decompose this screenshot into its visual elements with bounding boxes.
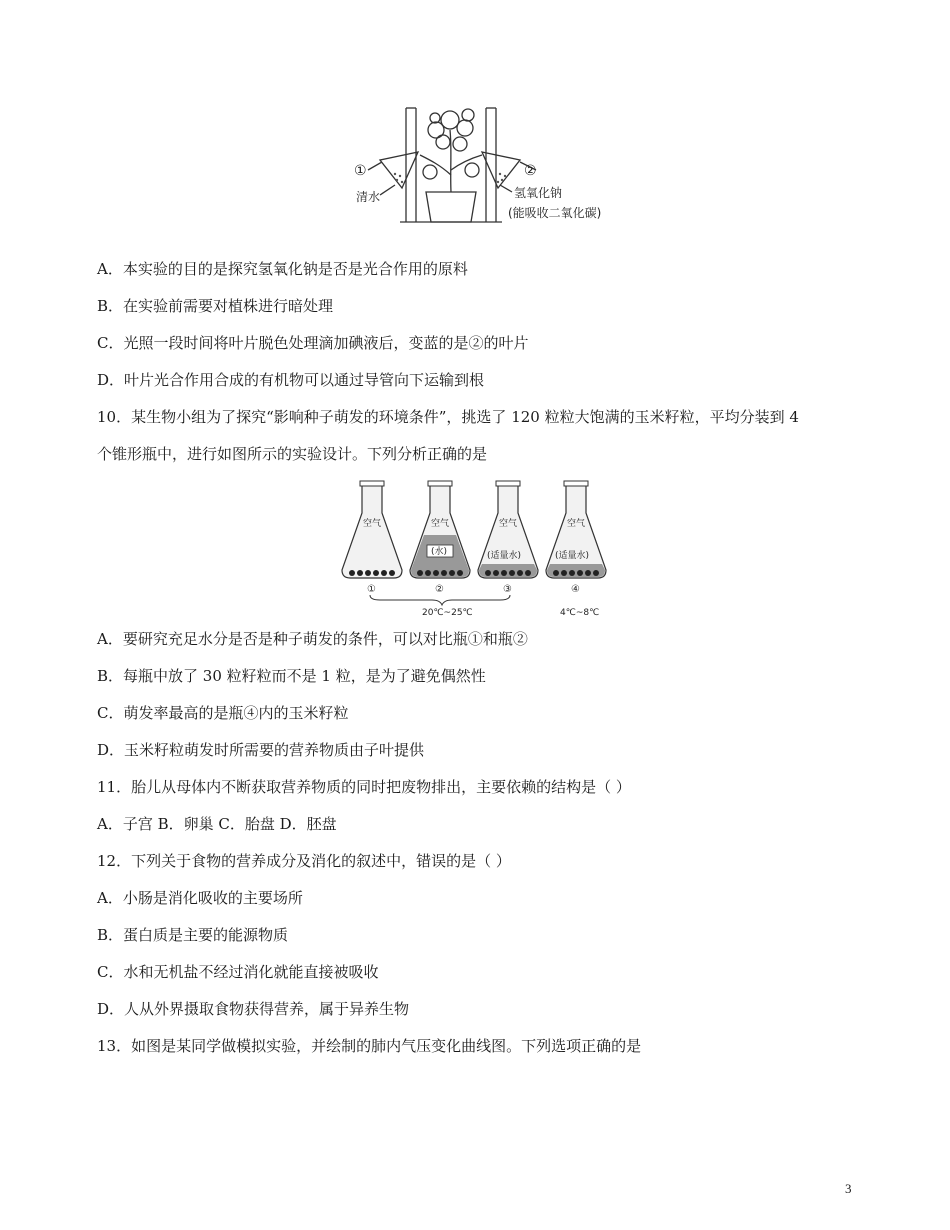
flask-experiment-figure: [340, 478, 620, 618]
label-water: 清水: [356, 190, 381, 204]
label-naoh-note: (能吸收二氧化碳): [508, 206, 602, 220]
q10-stem-line2: 个锥形瓶中，进行如图所示的实验设计。下列分析正确的是: [97, 445, 488, 463]
q10-option-a: A．要研究充足水分是否是种子萌发的条件，可以对比瓶①和瓶②: [97, 630, 528, 648]
flask-4-liquid-label: (适量水): [555, 551, 590, 561]
flask-number-4: ④: [571, 584, 580, 595]
flask-4: [546, 481, 606, 578]
q12-option-b: B．蛋白质是主要的能源物质: [97, 926, 289, 944]
q9-option-d: D．叶片光合作用合成的有机物可以通过导管向下运输到根: [97, 371, 485, 389]
page-number: 3: [845, 1181, 852, 1196]
q9-option-a: A．本实验的目的是探究氢氧化钠是否是光合作用的原料: [97, 260, 468, 278]
plant-experiment-figure: [340, 100, 610, 230]
marker-2: ②: [524, 163, 537, 179]
flask-4-air-label: 空气: [567, 519, 586, 529]
flask-number-2: ②: [435, 584, 444, 595]
flask-1-air-label: 空气: [363, 519, 382, 529]
q12-option-d: D．人从外界摄取食物获得营养，属于异养生物: [97, 1000, 410, 1018]
q10-option-c: C．萌发率最高的是瓶④内的玉米籽粒: [97, 704, 349, 722]
label-naoh: 氢氧化钠: [514, 186, 563, 200]
flask-2-air-label: 空气: [431, 519, 450, 529]
flask-2: [410, 481, 470, 578]
q12-stem: 12．下列关于食物的营养成分及消化的叙述中，错误的是（ ）: [97, 852, 511, 870]
q11-stem: 11．胎儿从母体内不断获取营养物质的同时把废物排出，主要依赖的结构是（ ）: [97, 778, 631, 796]
marker-1: ①: [354, 163, 367, 179]
q10-stem-line1: 10．某生物小组为了探究“影响种子萌发的环境条件”，挑选了 120 粒粒大饱满的玉米籽粒，平均分装到 4: [97, 408, 799, 426]
temp-flask4-label: 4℃~8℃: [560, 608, 600, 618]
q12-option-c: C．水和无机盐不经过消化就能直接被吸收: [97, 963, 379, 981]
q9-option-b: B．在实验前需要对植株进行暗处理: [97, 297, 334, 315]
flask-3-air-label: 空气: [499, 519, 518, 529]
flask-3: [478, 481, 538, 578]
q12-option-a: A．小肠是消化吸收的主要场所: [97, 889, 303, 907]
q10-option-b: B．每瓶中放了 30 粒籽粒而不是 1 粒，是为了避免偶然性: [97, 667, 486, 685]
flask-number-3: ③: [503, 584, 512, 595]
q10-option-d: D．玉米籽粒萌发时所需要的营养物质由子叶提供: [97, 741, 425, 759]
q13-stem: 13．如图是某同学做模拟实验，并绘制的肺内气压变化曲线图。下列选项正确的是: [97, 1037, 642, 1055]
flask-3-liquid-label: (适量水): [487, 551, 522, 561]
flask-2-liquid-label: (水): [431, 547, 448, 557]
flask-1: [342, 481, 402, 578]
q9-option-c: C．光照一段时间将叶片脱色处理滴加碘液后，变蓝的是②的叶片: [97, 334, 529, 352]
temp-group-label: 20℃~25℃: [422, 608, 473, 618]
q11-options: A．子宫 B．卵巢 C．胎盘 D．胚盘: [97, 815, 337, 833]
flask-number-1: ①: [367, 584, 376, 595]
